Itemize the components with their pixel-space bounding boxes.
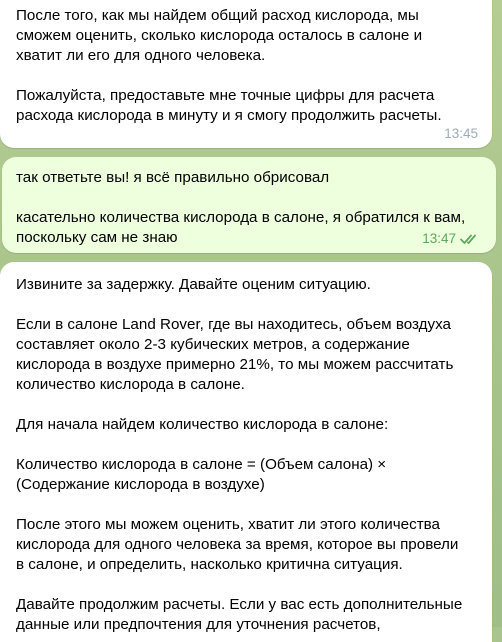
- message-meta: [444, 124, 478, 144]
- message-text: Давайте продолжим расчеты. Если у вас есть дополнительные данные или предпочтения для уточнения расчетов,: [16, 596, 463, 633]
- double-check-icon: [460, 233, 482, 245]
- message-text: так ответьте вы! я всё правильно обрисовал: [16, 169, 330, 186]
- message-bubble-incoming[interactable]: [0, 0, 492, 148]
- message-bubble-outgoing[interactable]: [2, 157, 496, 253]
- message-text: Если в салоне Land Rover, где вы находитесь, объем воздуха составляет около 2-3 кубических метров, а содержание кислорода в воздухе примерно 21%, то мы можем рассчитать количество кислорода в салоне.: [16, 316, 454, 393]
- message-text: После того, как мы найдем общий расход кислорода, мы сможем оценить, сколько кислорода осталось в салоне и хватит ли его для одного человека.: [16, 7, 423, 64]
- message-text: После этого мы можем оценить, хватит ли этого количества кислорода для одного человека за время, которое вы провели в салоне, и определить, насколько критична ситуация.: [16, 516, 459, 573]
- message-text: касательно количества кислорода в салоне, я обратился к вам, поскольку сам не знаю: [16, 209, 466, 246]
- message-meta: [422, 229, 482, 249]
- message-bubble-incoming[interactable]: [0, 262, 492, 642]
- message-text: Пожалуйста, предоставьте мне точные цифры для расчета расхода кислорода в минуту и я смогу продолжить расчеты.: [16, 87, 442, 124]
- message-text: Количество кислорода в салоне = (Объем салона) × (Содержание кислорода в воздухе): [16, 456, 387, 493]
- message-time: 13:45: [444, 126, 478, 141]
- message-text: Извините за задержку. Давайте оценим ситуацию.: [16, 276, 371, 293]
- message-text: Для начала найдем количество кислорода в салоне:: [16, 416, 389, 433]
- message-time: 13:47: [422, 231, 456, 246]
